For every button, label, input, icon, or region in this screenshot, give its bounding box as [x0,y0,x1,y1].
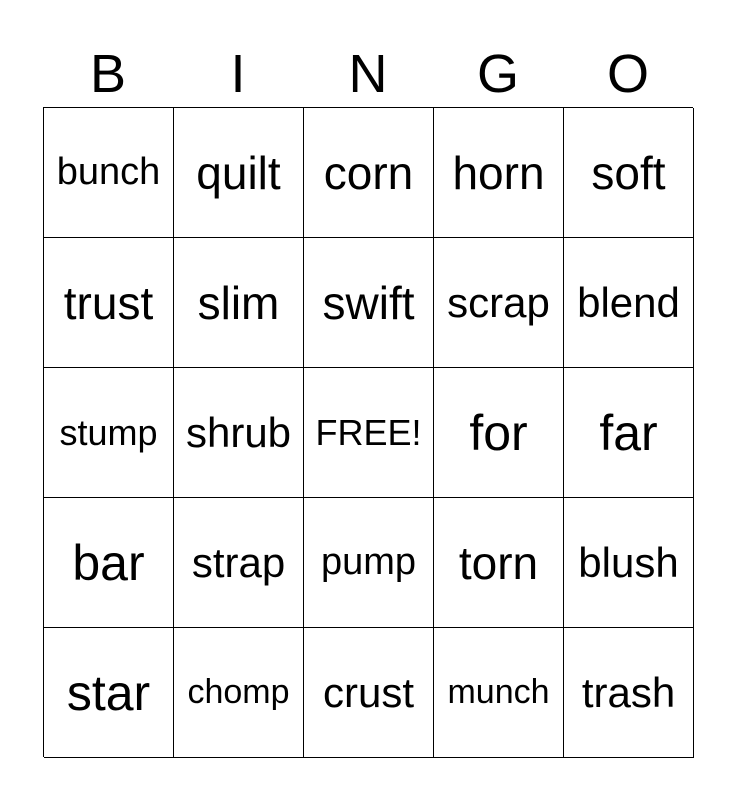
bingo-cell: crust [304,628,434,758]
bingo-header [43,42,693,106]
bingo-cell: trust [44,238,174,368]
bingo-cell: strap [174,498,304,628]
bingo-cell: star [44,628,174,758]
bingo-cell: for [434,368,564,498]
bingo-cell: trash [564,628,694,758]
bingo-cell: slim [174,238,304,368]
bingo-cell: munch [434,628,564,758]
bingo-cell: far [564,368,694,498]
bingo-cell: swift [304,238,434,368]
bingo-cell: bar [44,498,174,628]
bingo-cell: torn [434,498,564,628]
bingo-cell: blush [564,498,694,628]
header-letter-i: I [230,44,246,104]
bingo-cell: scrap [434,238,564,368]
bingo-cell: stump [44,368,174,498]
bingo-cell: pump [304,498,434,628]
header-letter-n: N [348,44,388,104]
header-letter-o: O [606,44,649,104]
bingo-cell: shrub [174,368,304,498]
bingo-cell: bunch [44,108,174,238]
header-letter-g: G [476,44,519,104]
bingo-cell: chomp [174,628,304,758]
bingo-board [43,107,693,757]
header-letter-b: B [89,44,127,104]
bingo-cell: blend [564,238,694,368]
bingo-cell: horn [434,108,564,238]
bingo-cell: soft [564,108,694,238]
free-space-cell: FREE! [304,368,434,498]
bingo-cell: corn [304,108,434,238]
bingo-cell: quilt [174,108,304,238]
